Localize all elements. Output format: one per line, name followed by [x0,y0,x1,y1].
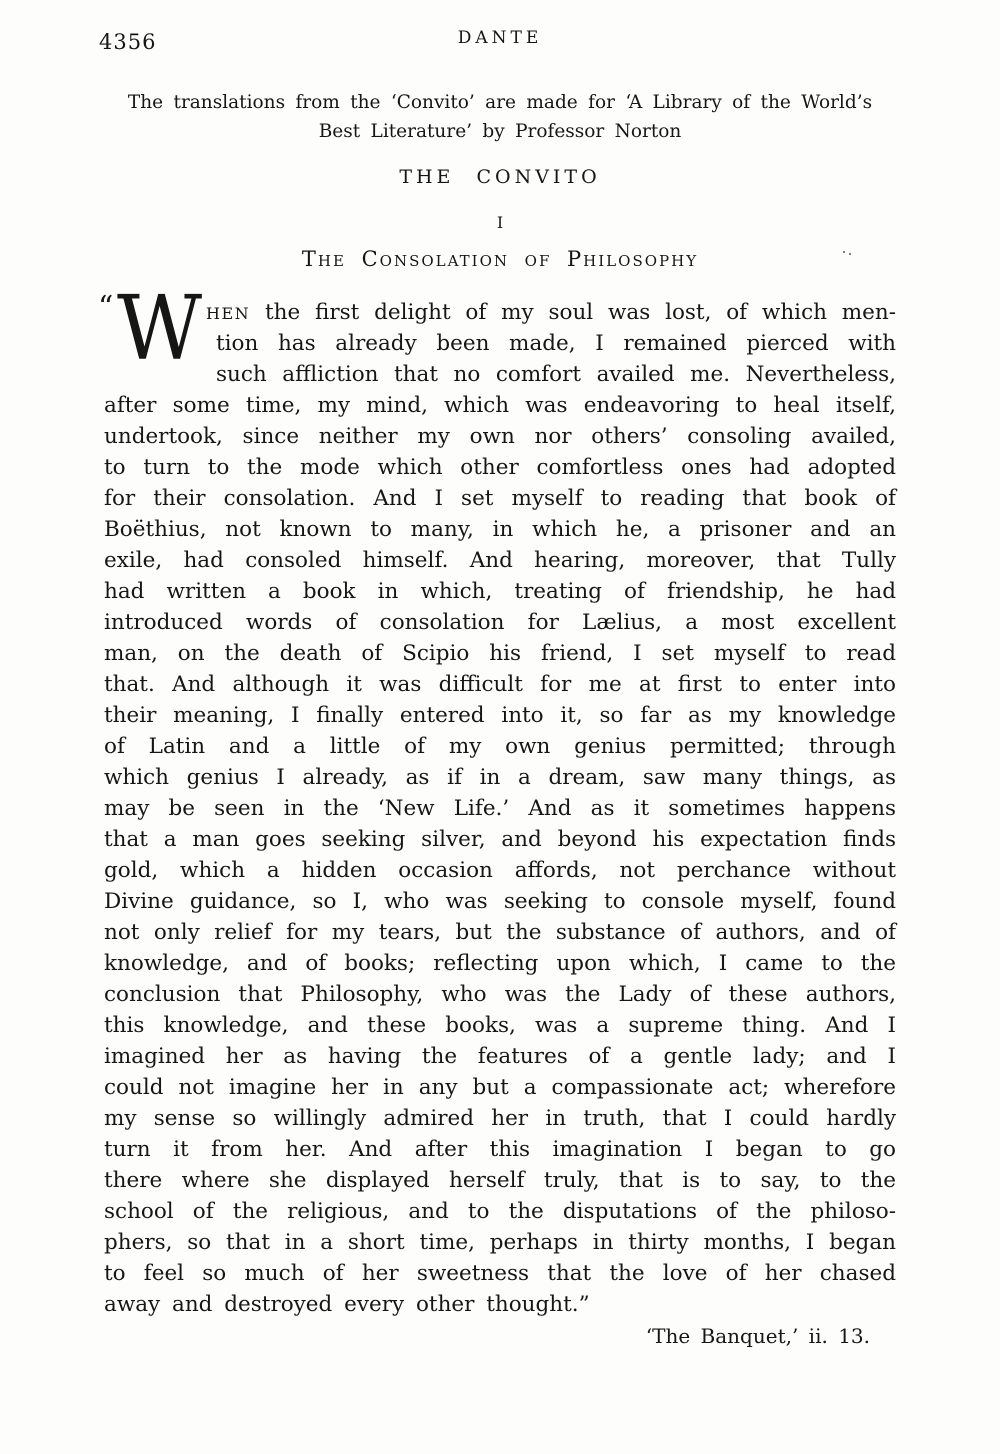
translator-note-line: The translations from the ‘Convito’ are made for ‘A Library of the World’s [127,92,873,113]
body-line: away and destroyed every other thought.” [104,1292,590,1317]
body-line: tion has already been made, I remained pierced with [216,331,896,356]
body-line: gold, which a hidden occasion affords, not perchance without [104,858,896,883]
running-header: DANTE [457,28,543,48]
body-line: there where she displayed herself truly, that is to say, to the [104,1168,896,1193]
body-line: to feel so much of her sweetness that the love of her chased [104,1261,896,1286]
body-line: such affliction that no comfort availed me. Nevertheless, [216,362,896,387]
translator-note [90,88,910,146]
section-title: The Consolation of Philosophy [301,247,699,271]
page-number: 4356 [99,30,157,54]
body-line: had written a book in which, treating of friendship, he had [104,579,896,604]
body-line: that. And although it was difficult for me at first to enter into [104,672,896,697]
drop-cap-letter: W [117,276,203,380]
body-line: this knowledge, and these books, was a supreme thing. And I [104,1013,896,1038]
body-line: imagined her as having the features of a gentle lady; and I [104,1044,896,1069]
small-caps-lead: HEN [206,304,251,323]
body-line: undertook, since neither my own nor others’ consoling availed, [104,424,896,449]
source-attribution: ‘The Banquet,’ ii. 13. [645,1324,870,1348]
body-line: Divine guidance, so I, who was seeking to console myself, found [104,889,896,914]
body-text [98,276,896,1320]
body-line: that a man goes seeking silver, and beyond his expectation finds [104,827,896,852]
body-line: may be seen in the ‘New Life.’ And as it sometimes happens [104,796,896,821]
body-line: Boëthius, not known to many, in which he, a prisoner and an [104,517,896,542]
scan-speck-artifact [843,251,853,255]
body-line: could not imagine her in any but a compassionate act; wherefore [104,1075,896,1100]
body-line: turn it from her. And after this imagination I began to go [104,1137,896,1162]
body-line: my sense so willingly admired her in truth, that I could hardly [104,1106,896,1131]
body-line: not only relief for my tears, but the substance of authors, and of [104,920,896,945]
body-line: phers, so that in a short time, perhaps in thirty months, I began [104,1230,896,1255]
body-line: after some time, my mind, which was endeavoring to heal itself, [104,393,896,418]
body-line: to turn to the mode which other comfortless ones had adopted [104,455,896,480]
body-line: introduced words of consolation for Lælius, a most excellent [104,610,896,635]
body-line: exile, had consoled himself. And hearing, moreover, that Tully [104,548,896,573]
body-line: which genius I already, as if in a dream, saw many things, as [104,765,896,790]
opening-quote-mark: “ [98,290,114,325]
body-line: of Latin and a little of my own genius permitted; through [104,734,896,759]
translator-note-line: Best Literature’ by Professor Norton [318,121,682,142]
body-line: school of the religious, and to the disputations of the philoso- [104,1199,896,1224]
body-line: man, on the death of Scipio his friend, I set myself to read [104,641,896,666]
work-title: THE CONVITO [399,166,601,188]
body-line: conclusion that Philosophy, who was the Lady of these authors, [104,982,896,1007]
body-line: for their consolation. And I set myself to reading that book of [104,486,896,511]
body-line: knowledge, and of books; reflecting upon which, I came to the [104,951,896,976]
section-number: I [496,213,504,232]
body-line: their meaning, I finally entered into it, so far as my knowledge [104,703,896,728]
body-line: HEN the first delight of my soul was lost, of which men- [206,300,896,325]
